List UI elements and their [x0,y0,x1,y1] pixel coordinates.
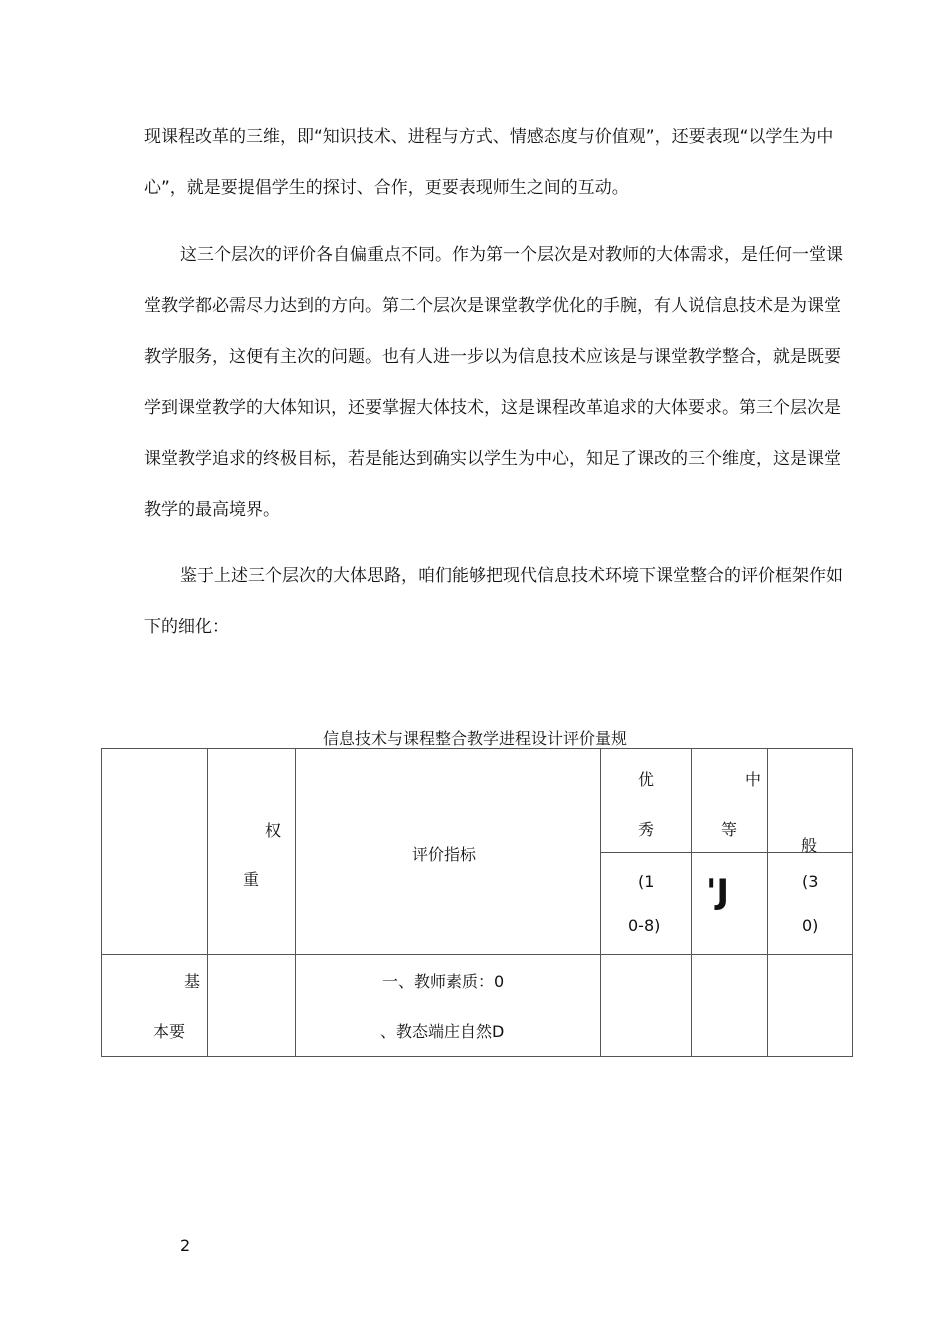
table-border-left [101,748,102,1057]
page-number: 2 [180,1236,191,1255]
header-excellent-score-1: (1 [638,872,655,891]
table-border-top [101,748,853,749]
table-title: 信息技术与课程整合教学进程设计评价量规 [322,729,627,748]
table-border-bottom [101,1056,853,1057]
header-medium-1: 中 [745,770,762,789]
header-medium-2: 等 [721,820,738,839]
header-weight-1: 权 [265,821,282,840]
header-general: 般 [801,836,818,855]
row1-indicator-1: 一、教师素质：0 [382,972,505,991]
header-general-score-1: (3 [802,872,819,891]
header-general-score-2: 0) [802,916,819,935]
row1-indicator-2: 、教态端庄自然D [380,1022,505,1041]
table-col-line-4 [691,748,692,1057]
table-border-right [852,748,853,1057]
paragraph-2: 这三个层次的评价各自偏重点不同。作为第一个层次是对教师的大体需求，是任何一堂课堂教学都必需尽力达到的方向。第二个层次是课堂教学优化的手腕，有人说信息技术是为课堂教学服务，这便有主次的问题。也有人进一步以为信息技术应该是与课堂教学整合，就是既要学到课堂教学的大体知识，还要掌握大体技术，这是课程改革追求的大体要求。第三个层次是课堂教学追求的终极目标，若是能达到确实以学生为中心，知足了课改的三个维度，这是课堂教学的最高境界。 [144,245,843,520]
header-excellent-2: 秀 [638,820,655,839]
header-excellent-score-2: 0-8) [628,916,661,935]
header-excellent-1: 优 [638,770,655,789]
header-indicator: 评价指标 [412,845,477,864]
table-line-header-bottom [101,954,853,955]
header-medium-score: 'J [706,872,730,912]
table-col-line-5 [767,748,768,1057]
row1-category-2: 本要 [153,1022,186,1041]
paragraph-3: 鉴于上述三个层次的大体思路，咱们能够把现代信息技术环境下课堂整合的评价框架作如下的细化： [144,566,843,637]
table-col-line-3 [600,748,601,1057]
table-col-line-1 [207,748,208,1057]
row1-category-1: 基 [184,972,201,991]
table-col-line-2 [295,748,296,1057]
header-weight-2: 重 [243,870,260,889]
paragraph-1: 现课程改革的三维，即“知识技术、进程与方式、情感态度与价值观”，还要表现“以学生为中心”，就是要提倡学生的探讨、合作，更要表现师生之间的互动。 [144,127,834,198]
